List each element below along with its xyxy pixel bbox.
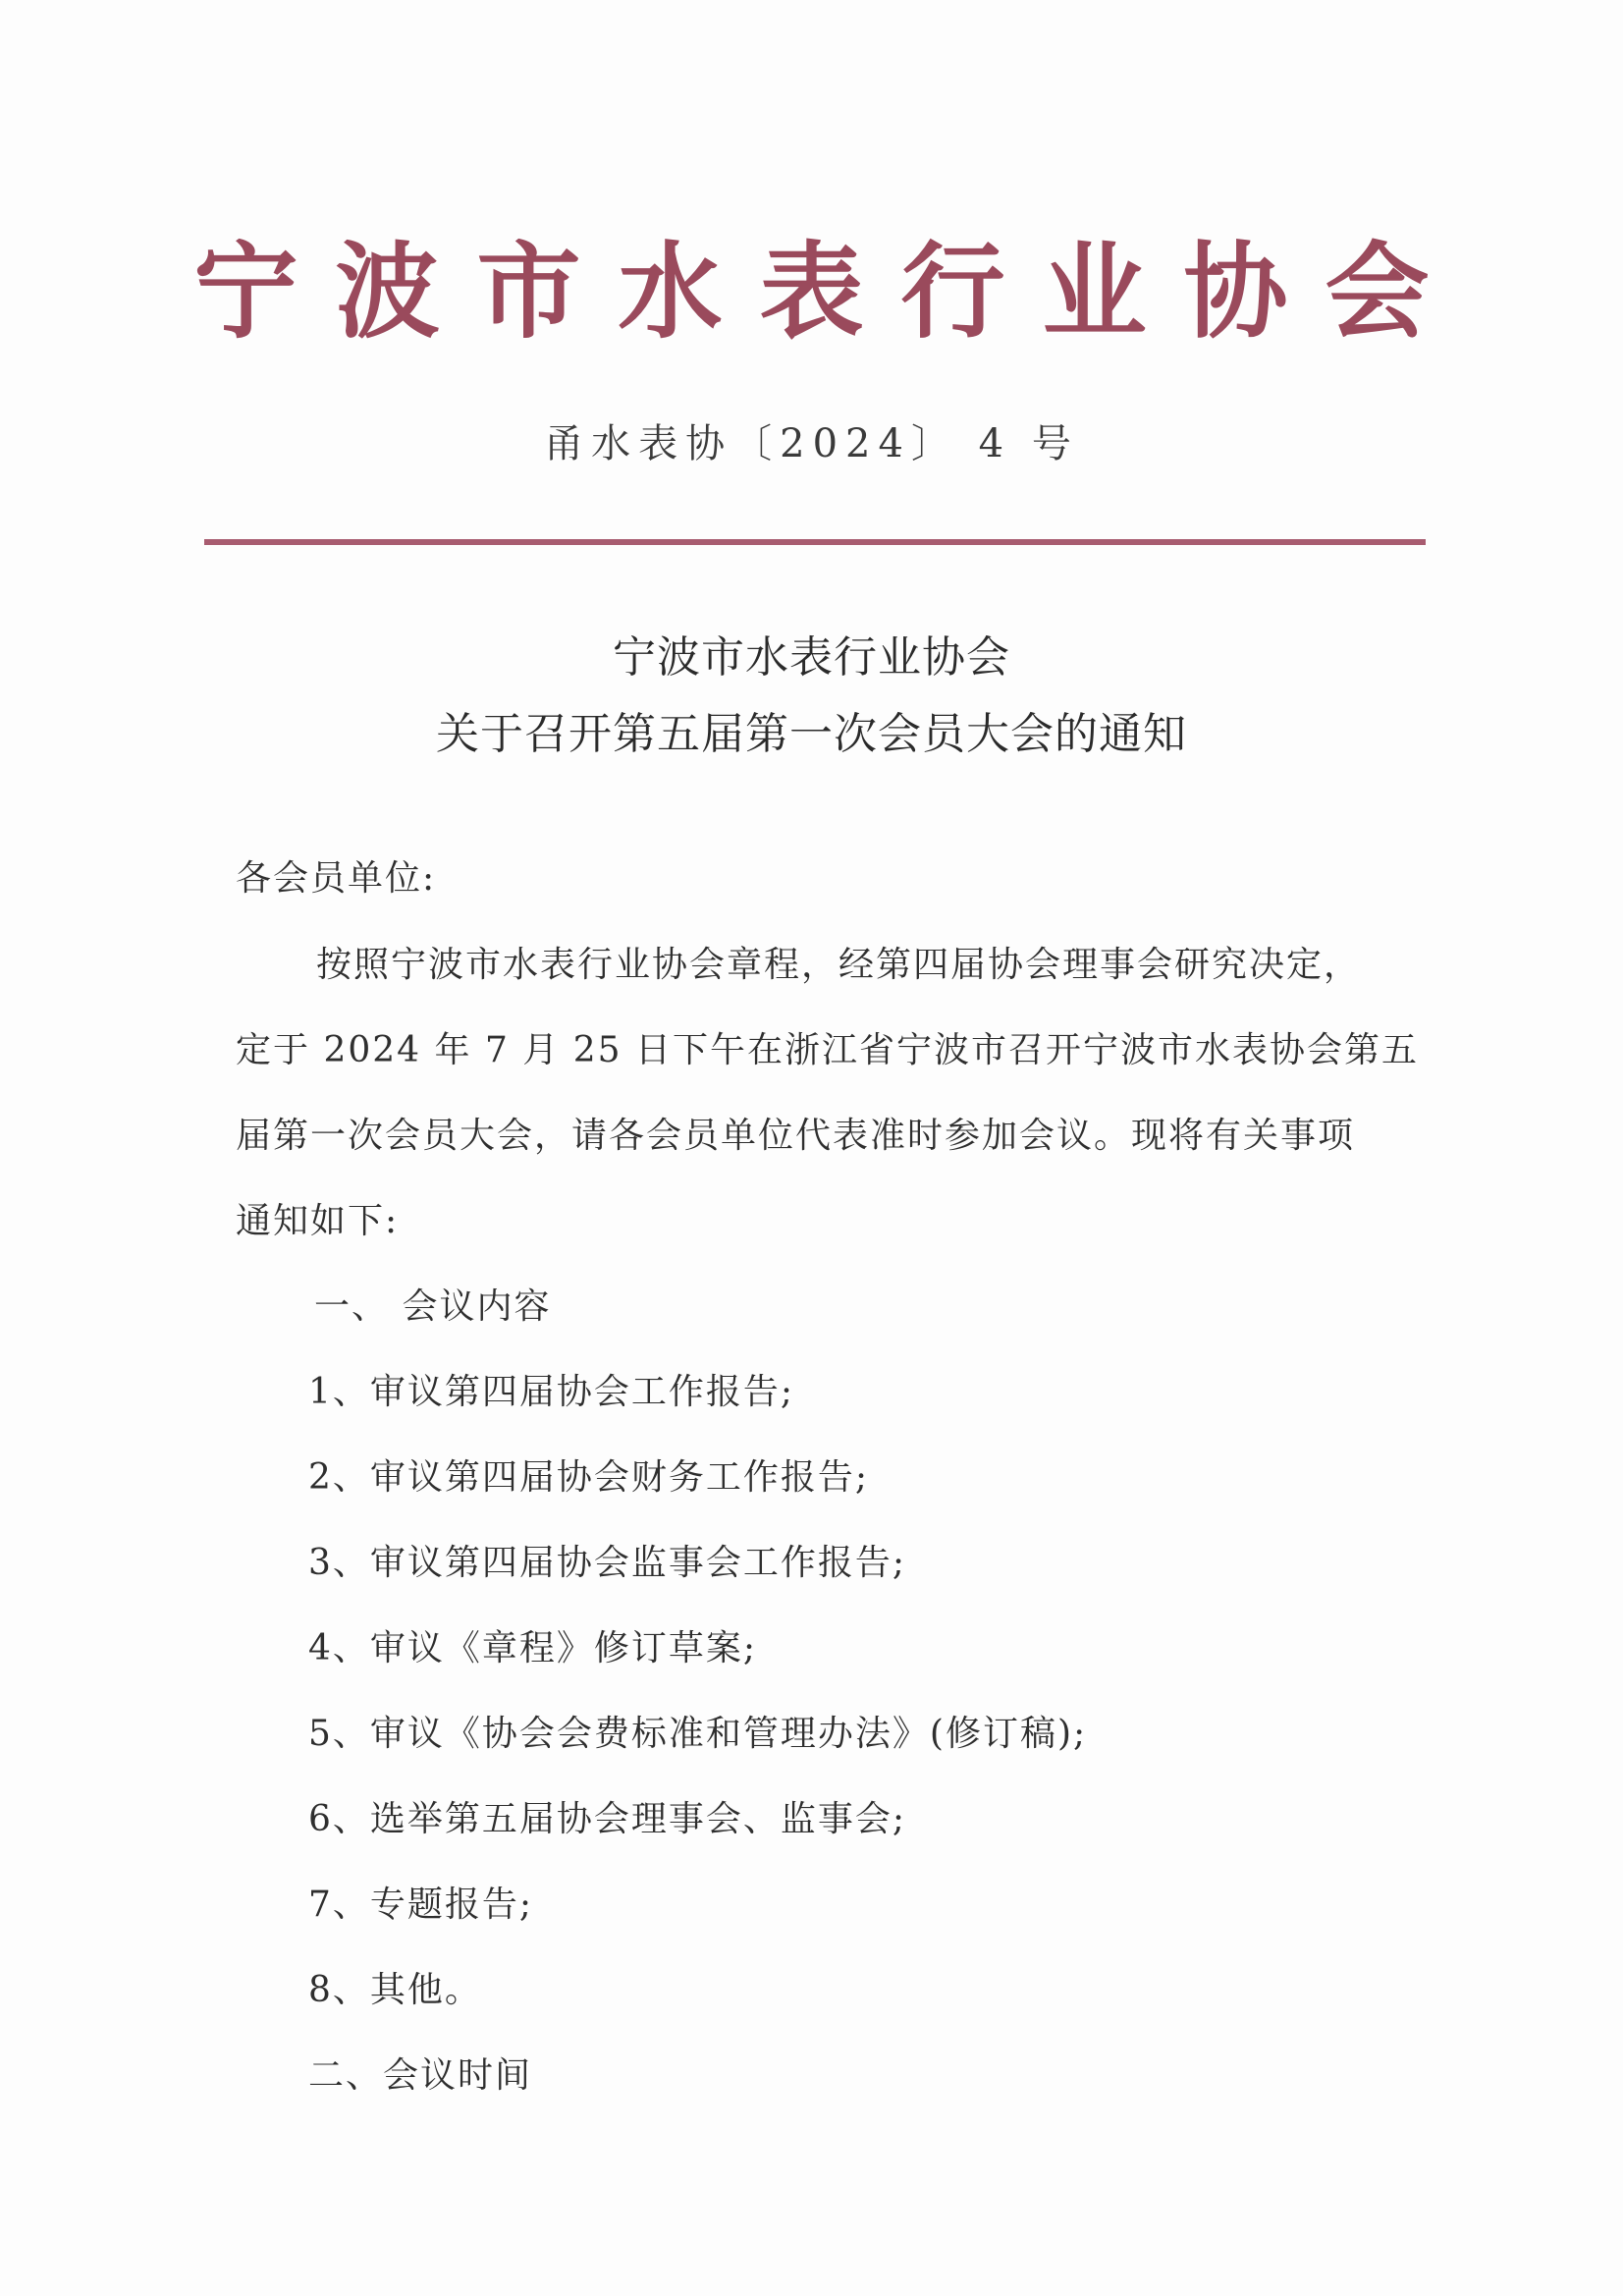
paragraph-line: 按照宁波市水表行业协会章程，经第四届协会理事会研究决定， bbox=[316, 945, 1362, 985]
agenda-item: 4、审议《章程》修订草案; bbox=[308, 1628, 758, 1668]
section-heading-meeting-time: 二、会议时间 bbox=[308, 2055, 533, 2096]
masthead-organization-name: 宁波市水表行业协会 bbox=[193, 232, 1467, 353]
agenda-item: 5、审议《协会会费标准和管理办法》(修订稿); bbox=[308, 1714, 1088, 1754]
salutation: 各会员单位: bbox=[236, 858, 437, 899]
agenda-item: 6、选举第五届协会理事会、监事会; bbox=[308, 1799, 907, 1839]
document-number: 甬水表协〔2024〕 4 号 bbox=[544, 421, 1079, 466]
agenda-item: 3、审议第四届协会监事会工作报告; bbox=[308, 1543, 907, 1583]
agenda-item: 7、专题报告; bbox=[308, 1885, 534, 1925]
agenda-item: 1、审议第四届协会工作报告; bbox=[308, 1372, 795, 1412]
notice-title-line-1: 宁波市水表行业协会 bbox=[613, 632, 1010, 683]
paragraph-line: 通知如下: bbox=[236, 1201, 400, 1241]
paragraph-line: 定于 2024 年 7 月 25 日下午在浙江省宁波市召开宁波市水表协会第五 bbox=[236, 1030, 1419, 1070]
agenda-item: 2、审议第四届协会财务工作报告; bbox=[308, 1457, 870, 1498]
header-divider-rule bbox=[204, 539, 1426, 545]
section-heading-meeting-content: 一、 会议内容 bbox=[314, 1286, 552, 1327]
paragraph-line: 届第一次会员大会，请各会员单位代表准时参加会议。现将有关事项 bbox=[236, 1116, 1356, 1156]
notice-title-line-2: 关于召开第五届第一次会员大会的通知 bbox=[436, 709, 1187, 759]
agenda-item: 8、其他。 bbox=[308, 1970, 482, 2010]
